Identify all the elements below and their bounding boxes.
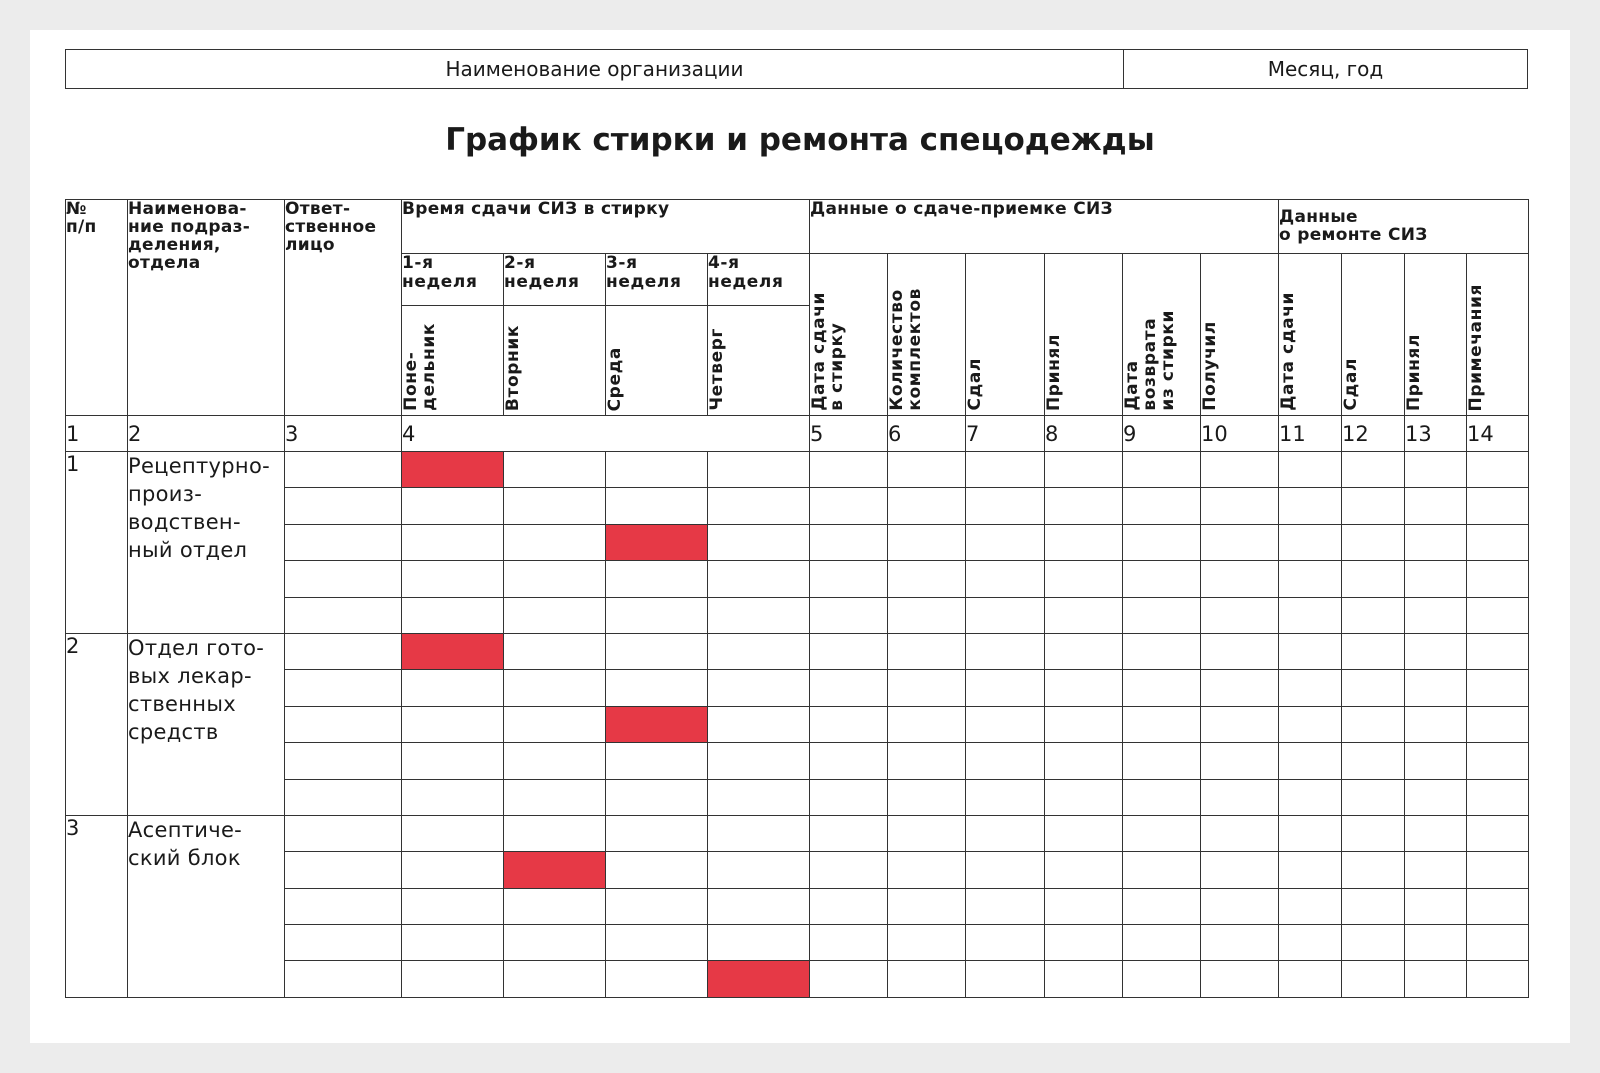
department-name: Рецептурно- произ- водствен- ный отдел (128, 452, 285, 634)
data-cell[interactable] (810, 743, 888, 779)
day-cell[interactable] (402, 743, 504, 779)
data-cell[interactable] (888, 670, 966, 706)
responsible-cell[interactable] (285, 633, 402, 669)
data-cell[interactable] (1201, 633, 1279, 669)
data-cell[interactable] (1342, 925, 1405, 961)
data-cell[interactable] (1201, 561, 1279, 597)
scheduled-day-mark[interactable] (606, 524, 708, 560)
col-number: 11 (1279, 416, 1342, 452)
responsible-cell[interactable] (285, 743, 402, 779)
col-header-delivery-time: Время сдачи СИЗ в стирку (402, 200, 810, 254)
col-number: 13 (1405, 416, 1467, 452)
table-row (66, 488, 1529, 524)
data-cell[interactable] (966, 852, 1045, 888)
col-number: 4 (402, 416, 810, 452)
data-cell[interactable] (1405, 961, 1467, 997)
data-cell[interactable] (1467, 488, 1529, 524)
organization-name-field[interactable]: Наименование организации (66, 50, 1124, 88)
header-box (65, 49, 1528, 89)
data-cell[interactable] (1467, 524, 1529, 560)
day-cell[interactable] (606, 743, 708, 779)
table-row (66, 779, 1529, 815)
data-cell[interactable] (810, 925, 888, 961)
week-header-1: 1-я неделя (402, 254, 504, 306)
day-header-monday: Поне- дельник (402, 306, 504, 416)
day-cell[interactable] (504, 779, 606, 815)
data-cell[interactable] (1279, 815, 1342, 851)
data-cell[interactable] (1342, 961, 1405, 997)
data-cell[interactable] (966, 524, 1045, 560)
data-cell[interactable] (966, 488, 1045, 524)
scheduled-day-mark[interactable] (402, 633, 504, 669)
data-cell[interactable] (1467, 452, 1529, 488)
day-cell[interactable] (708, 888, 810, 924)
data-cell[interactable] (888, 633, 966, 669)
day-cell[interactable] (606, 670, 708, 706)
col-header-received: Получил (1201, 254, 1279, 416)
data-cell[interactable] (1123, 670, 1201, 706)
table-row (66, 961, 1529, 997)
data-cell[interactable] (1279, 524, 1342, 560)
data-cell[interactable] (1467, 670, 1529, 706)
data-cell[interactable] (1123, 452, 1201, 488)
data-cell[interactable] (1467, 852, 1529, 888)
col-number: 3 (285, 416, 402, 452)
day-cell[interactable] (504, 524, 606, 560)
data-cell[interactable] (1467, 888, 1529, 924)
data-cell[interactable] (1123, 633, 1201, 669)
day-cell[interactable] (504, 815, 606, 851)
data-cell[interactable] (1467, 961, 1529, 997)
col-header-return-date: Дата возврата из стирки (1123, 254, 1201, 416)
table-row (66, 524, 1529, 560)
data-cell[interactable] (1405, 633, 1467, 669)
table-row (66, 815, 1529, 851)
data-cell[interactable] (1342, 524, 1405, 560)
data-cell[interactable] (1045, 488, 1123, 524)
data-cell[interactable] (1279, 597, 1342, 633)
data-cell[interactable] (888, 815, 966, 851)
day-cell[interactable] (606, 488, 708, 524)
scheduled-day-mark[interactable] (606, 706, 708, 742)
data-cell[interactable] (810, 779, 888, 815)
col-number: 8 (1045, 416, 1123, 452)
data-cell[interactable] (810, 888, 888, 924)
responsible-cell[interactable] (285, 524, 402, 560)
data-cell[interactable] (1201, 670, 1279, 706)
day-cell[interactable] (402, 852, 504, 888)
col-number: 10 (1201, 416, 1279, 452)
data-cell[interactable] (1342, 597, 1405, 633)
day-cell[interactable] (504, 670, 606, 706)
table-row (66, 706, 1529, 742)
day-cell[interactable] (606, 633, 708, 669)
day-cell[interactable] (708, 633, 810, 669)
data-cell[interactable] (1467, 561, 1529, 597)
data-cell[interactable] (1045, 452, 1123, 488)
data-cell[interactable] (966, 706, 1045, 742)
data-cell[interactable] (810, 488, 888, 524)
day-cell[interactable] (606, 961, 708, 997)
data-cell[interactable] (1342, 743, 1405, 779)
data-cell[interactable] (1279, 633, 1342, 669)
responsible-cell[interactable] (285, 852, 402, 888)
day-cell[interactable] (402, 815, 504, 851)
day-cell[interactable] (708, 488, 810, 524)
col-header-responsible: Ответ- ственное лицо (285, 200, 402, 416)
data-cell[interactable] (810, 524, 888, 560)
day-cell[interactable] (708, 524, 810, 560)
data-cell[interactable] (1342, 633, 1405, 669)
data-cell[interactable] (1405, 815, 1467, 851)
col-header-repair-handed: Сдал (1342, 254, 1405, 416)
col-header-repair-accepted: Принял (1405, 254, 1467, 416)
data-cell[interactable] (1279, 961, 1342, 997)
data-cell[interactable] (1279, 706, 1342, 742)
table-row (66, 633, 1529, 669)
scheduled-day-mark[interactable] (504, 852, 606, 888)
data-cell[interactable] (1201, 452, 1279, 488)
col-number: 2 (128, 416, 285, 452)
data-cell[interactable] (1342, 779, 1405, 815)
data-cell[interactable] (1342, 706, 1405, 742)
data-cell[interactable] (1342, 488, 1405, 524)
data-cell[interactable] (1045, 852, 1123, 888)
data-cell[interactable] (1123, 961, 1201, 997)
day-cell[interactable] (606, 452, 708, 488)
day-cell[interactable] (606, 925, 708, 961)
week-header-3: 3-я неделя (606, 254, 708, 306)
day-cell[interactable] (708, 670, 810, 706)
day-cell[interactable] (504, 925, 606, 961)
data-cell[interactable] (1279, 743, 1342, 779)
day-cell[interactable] (402, 488, 504, 524)
day-cell[interactable] (504, 488, 606, 524)
data-cell[interactable] (1405, 925, 1467, 961)
data-cell[interactable] (810, 633, 888, 669)
data-cell[interactable] (810, 961, 888, 997)
data-cell[interactable] (1201, 706, 1279, 742)
day-cell[interactable] (708, 452, 810, 488)
data-cell[interactable] (1123, 488, 1201, 524)
data-cell[interactable] (1405, 452, 1467, 488)
data-cell[interactable] (888, 852, 966, 888)
schedule-table (65, 199, 1529, 998)
row-index: 2 (66, 633, 128, 815)
data-cell[interactable] (966, 779, 1045, 815)
data-cell[interactable] (966, 961, 1045, 997)
data-cell[interactable] (810, 670, 888, 706)
day-cell[interactable] (402, 524, 504, 560)
day-cell[interactable] (402, 597, 504, 633)
day-cell[interactable] (504, 888, 606, 924)
data-cell[interactable] (1045, 961, 1123, 997)
table-row (66, 925, 1529, 961)
scheduled-day-mark[interactable] (708, 961, 810, 997)
col-header-department: Наименова- ние подраз- деления, отдела (128, 200, 285, 416)
data-cell[interactable] (1045, 815, 1123, 851)
day-cell[interactable] (606, 815, 708, 851)
day-cell[interactable] (402, 779, 504, 815)
responsible-cell[interactable] (285, 706, 402, 742)
data-cell[interactable] (888, 925, 966, 961)
data-cell[interactable] (966, 452, 1045, 488)
responsible-cell[interactable] (285, 561, 402, 597)
data-cell[interactable] (888, 743, 966, 779)
data-cell[interactable] (1405, 488, 1467, 524)
data-cell[interactable] (1201, 852, 1279, 888)
data-cell[interactable] (810, 706, 888, 742)
page-title: График стирки и ремонта спецодежды (445, 122, 1155, 158)
day-cell[interactable] (708, 779, 810, 815)
data-cell[interactable] (810, 815, 888, 851)
data-cell[interactable] (1201, 488, 1279, 524)
responsible-cell[interactable] (285, 815, 402, 851)
col-header-accepted: Принял (1045, 254, 1123, 416)
data-cell[interactable] (1123, 524, 1201, 560)
day-cell[interactable] (504, 597, 606, 633)
col-number: 6 (888, 416, 966, 452)
day-cell[interactable] (402, 888, 504, 924)
col-header-delivery-date: Дата сдачи в стирку (810, 254, 888, 416)
responsible-cell[interactable] (285, 670, 402, 706)
data-cell[interactable] (1467, 743, 1529, 779)
day-cell[interactable] (708, 925, 810, 961)
data-cell[interactable] (1279, 888, 1342, 924)
col-header-repair: Данные о ремонте СИЗ (1279, 200, 1529, 254)
data-cell[interactable] (966, 633, 1045, 669)
data-cell[interactable] (1201, 779, 1279, 815)
data-cell[interactable] (1405, 888, 1467, 924)
table-row (66, 597, 1529, 633)
data-cell[interactable] (1279, 561, 1342, 597)
col-number: 7 (966, 416, 1045, 452)
day-cell[interactable] (708, 852, 810, 888)
responsible-cell[interactable] (285, 488, 402, 524)
scheduled-day-mark[interactable] (402, 452, 504, 488)
data-cell[interactable] (1201, 597, 1279, 633)
data-cell[interactable] (1045, 779, 1123, 815)
data-cell[interactable] (1405, 706, 1467, 742)
table-row (66, 888, 1529, 924)
data-cell[interactable] (966, 670, 1045, 706)
data-cell[interactable] (966, 743, 1045, 779)
day-cell[interactable] (708, 597, 810, 633)
data-cell[interactable] (888, 961, 966, 997)
data-cell[interactable] (1201, 524, 1279, 560)
data-cell[interactable] (810, 561, 888, 597)
day-header-wednesday: Среда (606, 306, 708, 416)
col-number: 14 (1467, 416, 1529, 452)
day-cell[interactable] (402, 670, 504, 706)
data-cell[interactable] (1045, 670, 1123, 706)
data-cell[interactable] (1123, 925, 1201, 961)
data-cell[interactable] (1405, 597, 1467, 633)
col-header-no: № п/п (66, 200, 128, 416)
data-cell[interactable] (1123, 779, 1201, 815)
responsible-cell[interactable] (285, 597, 402, 633)
data-cell[interactable] (1045, 524, 1123, 560)
data-cell[interactable] (888, 779, 966, 815)
data-cell[interactable] (1045, 597, 1123, 633)
col-header-repair-date: Дата сдачи (1279, 254, 1342, 416)
col-header-exchange: Данные о сдаче-приемке СИЗ (810, 200, 1279, 254)
department-name: Отдел гото- вых лекар- ственных средств (128, 633, 285, 815)
table-row (66, 743, 1529, 779)
data-cell[interactable] (1342, 452, 1405, 488)
day-cell[interactable] (402, 706, 504, 742)
data-cell[interactable] (1045, 633, 1123, 669)
data-cell[interactable] (1467, 633, 1529, 669)
data-cell[interactable] (1405, 852, 1467, 888)
data-cell[interactable] (1342, 561, 1405, 597)
day-cell[interactable] (504, 633, 606, 669)
data-cell[interactable] (1405, 524, 1467, 560)
data-cell[interactable] (888, 597, 966, 633)
data-cell[interactable] (1201, 743, 1279, 779)
day-cell[interactable] (606, 597, 708, 633)
data-cell[interactable] (1342, 670, 1405, 706)
data-cell[interactable] (1123, 888, 1201, 924)
data-cell[interactable] (1279, 779, 1342, 815)
data-cell[interactable] (1045, 925, 1123, 961)
col-number: 12 (1342, 416, 1405, 452)
col-header-sets-count: Количество комплектов (888, 254, 966, 416)
department-name: Асептиче- ский блок (128, 815, 285, 997)
data-cell[interactable] (888, 524, 966, 560)
month-year-field[interactable]: Месяц, год (1267, 57, 1384, 81)
data-cell[interactable] (1342, 852, 1405, 888)
day-header-thursday: Четверг (708, 306, 810, 416)
data-cell[interactable] (888, 452, 966, 488)
data-cell[interactable] (1201, 925, 1279, 961)
data-cell[interactable] (1123, 852, 1201, 888)
data-cell[interactable] (888, 488, 966, 524)
data-cell[interactable] (1123, 561, 1201, 597)
day-cell[interactable] (708, 743, 810, 779)
week-header-2: 2-я неделя (504, 254, 606, 306)
day-cell[interactable] (504, 961, 606, 997)
data-cell[interactable] (1045, 706, 1123, 742)
data-cell[interactable] (1405, 779, 1467, 815)
data-cell[interactable] (1467, 706, 1529, 742)
data-cell[interactable] (1201, 961, 1279, 997)
data-cell[interactable] (810, 597, 888, 633)
col-header-notes: Примечания (1467, 254, 1529, 416)
responsible-cell[interactable] (285, 452, 402, 488)
day-cell[interactable] (504, 743, 606, 779)
data-cell[interactable] (1279, 670, 1342, 706)
day-cell[interactable] (402, 961, 504, 997)
day-cell[interactable] (708, 815, 810, 851)
table-row (66, 561, 1529, 597)
data-cell[interactable] (1405, 743, 1467, 779)
responsible-cell[interactable] (285, 961, 402, 997)
day-cell[interactable] (606, 779, 708, 815)
data-cell[interactable] (1279, 452, 1342, 488)
day-cell[interactable] (708, 706, 810, 742)
table-row (66, 670, 1529, 706)
table-row (66, 852, 1529, 888)
day-cell[interactable] (708, 561, 810, 597)
data-cell[interactable] (1342, 815, 1405, 851)
col-number: 1 (66, 416, 128, 452)
day-cell[interactable] (504, 561, 606, 597)
data-cell[interactable] (888, 888, 966, 924)
week-header-4: 4-я неделя (708, 254, 810, 306)
data-cell[interactable] (1123, 706, 1201, 742)
day-cell[interactable] (504, 706, 606, 742)
col-number: 5 (810, 416, 888, 452)
row-index: 1 (66, 452, 128, 634)
data-cell[interactable] (1279, 852, 1342, 888)
data-cell[interactable] (1405, 561, 1467, 597)
data-cell[interactable] (810, 852, 888, 888)
data-cell[interactable] (966, 561, 1045, 597)
table-row (66, 452, 1529, 488)
data-cell[interactable] (966, 597, 1045, 633)
col-number: 9 (1123, 416, 1201, 452)
responsible-cell[interactable] (285, 925, 402, 961)
data-cell[interactable] (1467, 597, 1529, 633)
data-cell[interactable] (1123, 743, 1201, 779)
data-cell[interactable] (1123, 815, 1201, 851)
row-index: 3 (66, 815, 128, 997)
data-cell[interactable] (1201, 815, 1279, 851)
data-cell[interactable] (1467, 815, 1529, 851)
data-cell[interactable] (1405, 670, 1467, 706)
data-cell[interactable] (810, 452, 888, 488)
data-cell[interactable] (888, 561, 966, 597)
data-cell[interactable] (1123, 597, 1201, 633)
day-header-tuesday: Вторник (504, 306, 606, 416)
responsible-cell[interactable] (285, 779, 402, 815)
day-cell[interactable] (504, 452, 606, 488)
day-cell[interactable] (402, 561, 504, 597)
data-cell[interactable] (1279, 925, 1342, 961)
day-cell[interactable] (606, 852, 708, 888)
day-cell[interactable] (606, 561, 708, 597)
column-number-row (66, 416, 1529, 452)
data-cell[interactable] (1045, 743, 1123, 779)
data-cell[interactable] (1279, 488, 1342, 524)
data-cell[interactable] (1045, 561, 1123, 597)
data-cell[interactable] (888, 706, 966, 742)
day-cell[interactable] (402, 925, 504, 961)
data-cell[interactable] (1045, 888, 1123, 924)
data-cell[interactable] (1342, 888, 1405, 924)
data-cell[interactable] (966, 925, 1045, 961)
data-cell[interactable] (966, 815, 1045, 851)
day-cell[interactable] (606, 888, 708, 924)
responsible-cell[interactable] (285, 888, 402, 924)
col-header-handed-over: Сдал (966, 254, 1045, 416)
data-cell[interactable] (1467, 779, 1529, 815)
data-cell[interactable] (1201, 888, 1279, 924)
data-cell[interactable] (1467, 925, 1529, 961)
data-cell[interactable] (966, 888, 1045, 924)
